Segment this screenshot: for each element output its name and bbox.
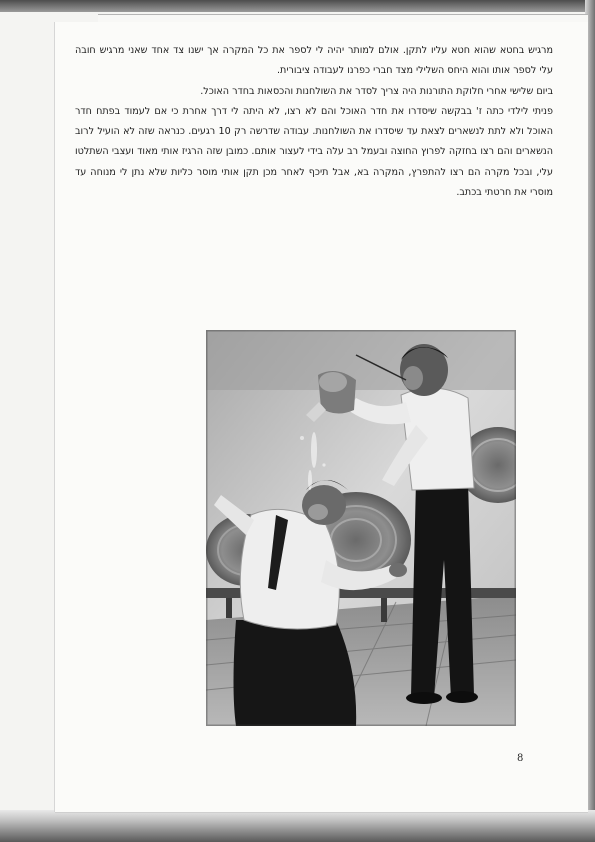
paragraph-2: ביום שלישי אחרי חלוקת התורנות היה צריך לסדר את השולחנות והכסאות בחדר האוכל. xyxy=(200,85,553,97)
scan-top-shadow xyxy=(0,0,595,12)
body-text xyxy=(75,41,553,203)
photograph xyxy=(206,330,516,726)
page-number: 8 xyxy=(517,753,524,764)
photo-illustration xyxy=(206,330,516,726)
paragraph-1: מרגיש בחטא שהוא חטא עליו לתקן. אולם למותר יהיה לי לספר את כל המקרה אך ישנו צד אחד שאני מרגיש חובה עלי לספר אותו והוא היחס השלילי מצד חברי כפרנו לעבודה ציבורית. xyxy=(75,45,553,77)
paragraph-3: פניתי לילדי כתה ז' בבקשה שיסדרו את חדר האוכל והם לא רצו, לא היתה לי דרך אחרת כי אם לעמוד בפתח חדר האוכל ולא לתת לנשארים לצאת עד שיסדרו את השולחנות. עבודה שדרשה רק 10 רגעים. כנראה שזה לא הועיל לרוב הנשארים והם רצו בחזקה לפרוץ החוצה ובעמל רב עלה בידי לעצור אותם. כמובן שזה הרגיז אותי מאוד ועצבי השתלטו עלי, ובכל מקרה הם רצו להתפרץ, המקרה בא, אבל תיכף לאחר מכן תקן אותי מוסר כליות שלא נתן לי מנוחה עד מוסרי את חרטתי בכתב. xyxy=(75,105,553,199)
scan-bottom-shadow xyxy=(0,810,595,842)
document-page xyxy=(55,22,588,812)
